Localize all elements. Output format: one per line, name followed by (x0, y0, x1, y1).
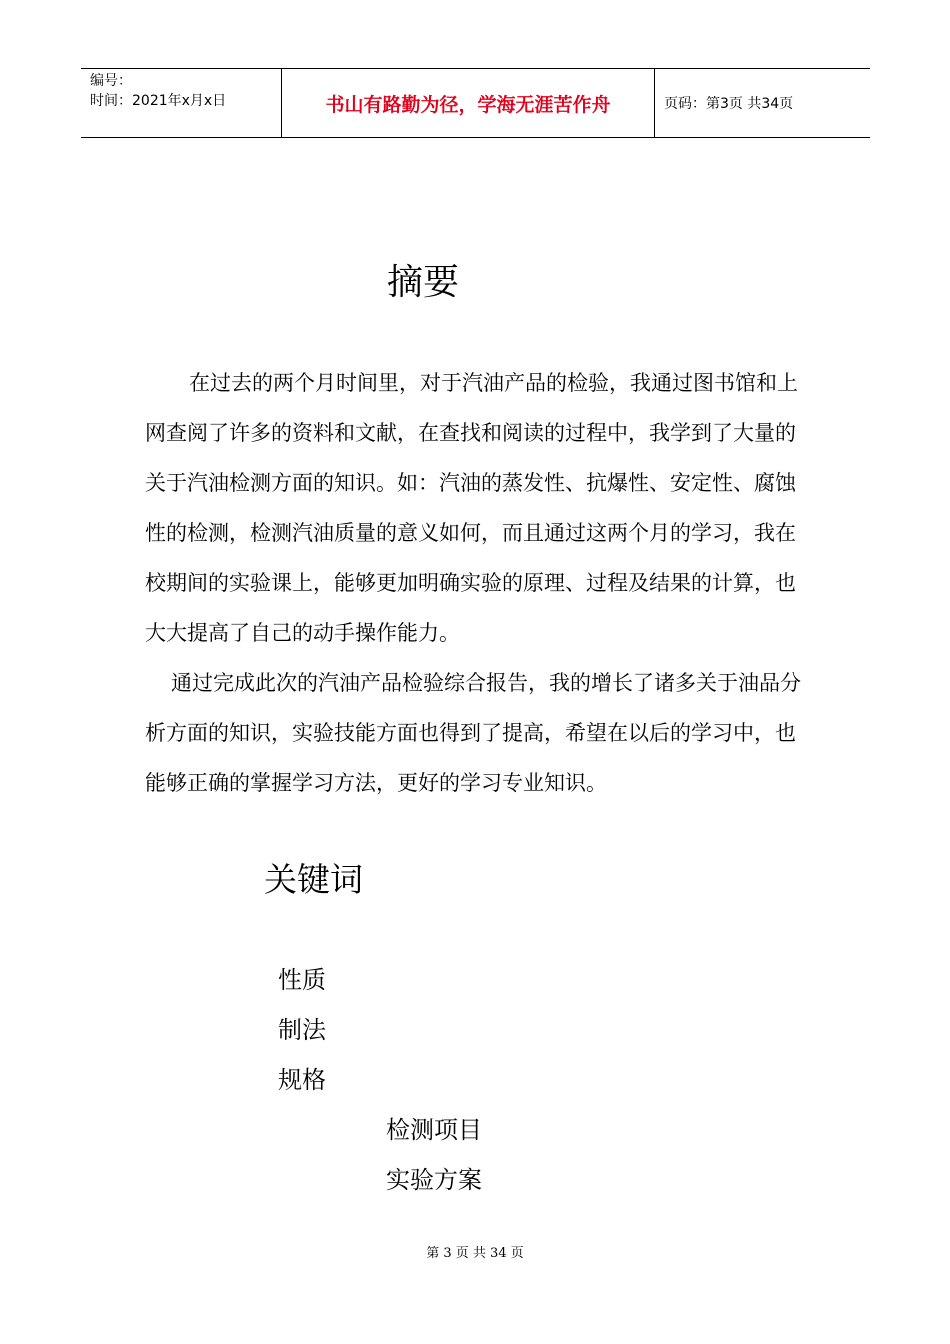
abstract-paragraph-1: 在过去的两个月时间里，对于汽油产品的检验，我通过图书馆和上网查阅了许多的资料和文献，在查找和阅读的过程中，我学到了大量的关于汽油检测方面的知识。如：汽油的蒸发性、抗爆性、安定性、腐蚀性的检测，检测汽油质量的意义如何，而且通过这两个月的学习，我在校期间的实验课上，能够更加明确实验的原理、过程及结果的计算，也大大提高了自己的动手操作能力。 (145, 371, 798, 645)
keyword-item: 检测项目 (386, 1116, 482, 1144)
header-motto: 书山有路勤为径，学海无涯苦作舟 (282, 69, 655, 137)
keywords-title: 关键词 (264, 860, 363, 899)
page-footer: 第 3 页 共 34 页 (426, 1246, 524, 1261)
abstract-paragraph-2: 通过完成此次的汽油产品检验综合报告，我的增长了诸多关于油品分析方面的知识，实验技能方面也得到了提高，希望在以后的学习中，也能够正确的掌握学习方法，更好的学习专业知识。 (145, 671, 801, 795)
header-meta-cell (81, 69, 282, 137)
keyword-item: 性质 (278, 966, 326, 994)
keyword-item: 规格 (278, 1066, 326, 1094)
keyword-item: 制法 (278, 1016, 326, 1044)
header-time-label: 时间：2021年x月x日 (90, 93, 227, 109)
keyword-item: 实验方案 (386, 1166, 482, 1194)
abstract-title: 摘要 (386, 262, 459, 303)
abstract-body (145, 358, 810, 808)
header-number-label: 编号： (90, 73, 132, 89)
page-header (81, 68, 870, 138)
header-page-info: 页码：第3页 共34页 (664, 96, 794, 112)
